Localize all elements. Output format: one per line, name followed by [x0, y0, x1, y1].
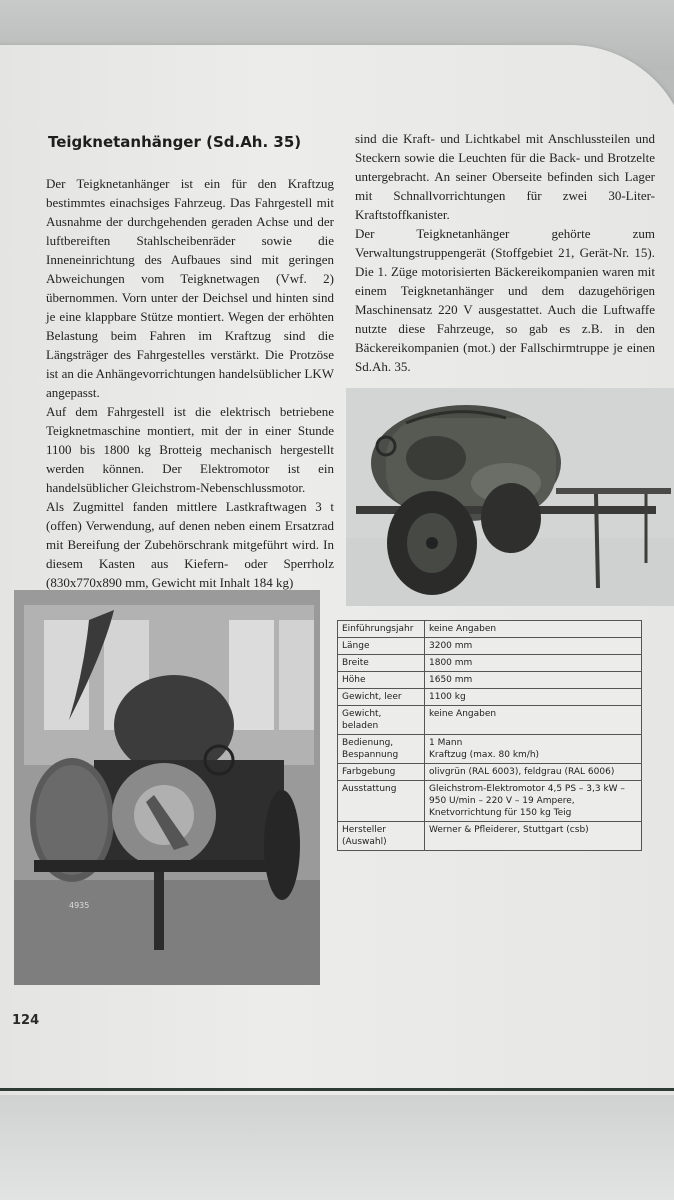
spec-label: Gewicht, beladen	[338, 706, 425, 735]
table-row	[338, 764, 642, 781]
table-row	[338, 781, 642, 822]
spec-value: 1100 kg	[425, 689, 642, 706]
page-number: 124	[12, 1013, 40, 1028]
table-row	[338, 672, 642, 689]
trailer-rear-photo	[14, 590, 320, 985]
spec-label: Bedienung, Bespannung	[338, 735, 425, 764]
spec-label: Farbgebung	[338, 764, 425, 781]
background-bottom	[0, 1095, 674, 1200]
specifications-table	[337, 620, 642, 851]
paragraph: Als Zugmittel fanden mittlere Lastkraftwagen 3 t (offen) Verwendung, auf denen neben einem Ersatzrad mit Bereifung der Zubehörschrank mitgeführt wird. In diesem Kasten aus Kiefern- oder Sperrholz (830x770x890 mm, Gewicht mit Inhalt 184 kg)	[46, 499, 334, 590]
spec-label: Höhe	[338, 672, 425, 689]
table-row	[338, 735, 642, 764]
spec-value: 1800 mm	[425, 655, 642, 672]
spec-value: 1650 mm	[425, 672, 642, 689]
paragraph: Der Teigknetanhänger ist ein für den Kraftzug bestimmtes einachsiges Fahrzeug. Das Fahrgestell mit Ausnahme der durchgehenden geraden Achse und der luftbereiften Stahlscheibenräder sowie die Inneneinrichtung des Aufbaues sind mit geringen Abweichungen vom Teigknetwagen (Vwf. 2) übernommen. Vorn unter der Deichsel und hinten sind je eine klappbare Stütze montiert. Wegen der erhöhten Belastung beim Fahren im Kraftzug sind die Längsträger des Fahrgestelles verstärkt. Die Protzöse ist an die Anhängevorrichtungen handelsüblicher LKW angepasst.	[46, 176, 334, 400]
trailer-side-illustration	[346, 388, 674, 606]
spec-label: Ausstattung	[338, 781, 425, 822]
spec-label: Einführungsjahr	[338, 621, 425, 638]
right-text-column	[355, 129, 655, 376]
spec-value: keine Angaben	[425, 621, 642, 638]
spec-label: Gewicht, leer	[338, 689, 425, 706]
spec-label: Breite	[338, 655, 425, 672]
page-edge	[0, 1088, 674, 1091]
left-text-column	[46, 174, 334, 592]
paragraph: Der Teigknetanhänger gehörte zum Verwaltungstruppengerät (Stoffgebiet 21, Gerät-Nr. 15). Die 1. Züge motorisierten Bäckereikompanien waren mit einem Teigknetanhänger und dem dazugehörigen Maschinensatz 220 V ausgestattet. Auch die Luftwaffe nutzte diese Fahrzeuge, so gab es z.B. in den Bäckereikompanien (mot.) der Fallschirmtruppe je einen Sd.Ah. 35.	[355, 226, 655, 374]
table-row	[338, 689, 642, 706]
spec-value: keine Angaben	[425, 706, 642, 735]
photo-negative-number: 4935	[69, 901, 90, 910]
paragraph: Auf dem Fahrgestell ist die elektrisch betriebene Teigknetmaschine montiert, mit der in einer Stunde 1100 bis 1800 kg Brotteig mechanisch hergestellt werden können. Der Elektromotor ist ein handelsüblicher Gleichstrom-Nebenschlussmotor.	[46, 404, 334, 495]
page-heading: Teigknetanhänger (Sd.Ah. 35)	[48, 133, 302, 151]
spec-value: 3200 mm	[425, 638, 642, 655]
table-row	[338, 822, 642, 851]
spec-label: Hersteller (Auswahl)	[338, 822, 425, 851]
trailer-side-photo	[346, 388, 674, 606]
trailer-rear-illustration	[14, 590, 320, 985]
spec-value: Werner & Pfleiderer, Stuttgart (csb)	[425, 822, 642, 851]
spec-value: Gleichstrom-Elektromotor 4,5 PS – 3,3 kW – 950 U/min – 220 V – 19 Ampere, Knetvorrichtung für 150 kg Teig	[425, 781, 642, 822]
table-row	[338, 638, 642, 655]
table-row	[338, 655, 642, 672]
spec-label: Länge	[338, 638, 425, 655]
spec-value: 1 Mann Kraftzug (max. 80 km/h)	[425, 735, 642, 764]
spec-value: olivgrün (RAL 6003), feldgrau (RAL 6006)	[425, 764, 642, 781]
table-row	[338, 621, 642, 638]
paragraph: sind die Kraft- und Lichtkabel mit Anschlussteilen und Steckern sowie die Leuchten für die Back- und Brotzelte untergebracht. An seiner Oberseite befinden sich Lager mit Schnallvorrichtungen für zwei 30-Liter-Kraftstoffkanister.	[355, 131, 655, 222]
table-row	[338, 706, 642, 735]
